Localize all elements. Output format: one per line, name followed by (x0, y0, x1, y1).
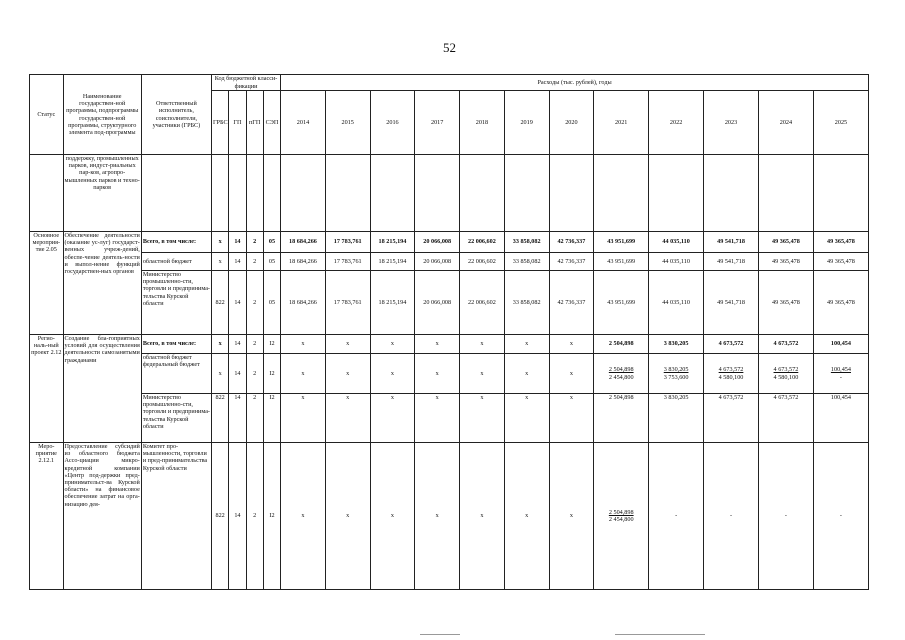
value-cell: x (549, 394, 594, 443)
value-cell: 49 541,718 (704, 232, 759, 253)
value-federal: - (839, 373, 842, 381)
code-grbs: 822 (211, 271, 228, 335)
code-pgp: 2 (246, 271, 263, 335)
code-grbs: x (211, 354, 228, 394)
code-sep: I2 (263, 354, 280, 394)
section3-status: Меро-приятие 2.12.1 (30, 443, 64, 590)
value-cell: x (460, 443, 505, 590)
code-pgp: 2 (246, 335, 263, 354)
value-cell-pair (704, 354, 759, 394)
value-cell: x (549, 443, 594, 590)
code-grbs: 822 (211, 394, 228, 443)
value-cell: 49 541,718 (704, 253, 759, 271)
value-cell: 18 684,266 (281, 253, 326, 271)
value-cell: 42 736,337 (549, 271, 594, 335)
value-cell: x (549, 354, 594, 394)
header-year: 2014 (281, 91, 326, 155)
section3-name: Предоставление субсидий из областного бюджета Ассо-циации микро-кредитной компании «Центр под-держки пред-принимательст-ва Курской области» на финансовое обеспечение затрат на орга-низацию дея- (63, 443, 141, 590)
value-federal: 3 753,600 (663, 373, 689, 381)
value-cell: 49 365,478 (813, 232, 868, 253)
value-cell: 18 215,194 (370, 232, 415, 253)
value-federal: 4 580,100 (718, 373, 744, 381)
code-sep: 05 (263, 232, 280, 253)
header-year: 2025 (813, 91, 868, 155)
value-cell: 49 365,478 (813, 271, 868, 335)
code-grbs: x (211, 232, 228, 253)
value-cell: 4 673,572 (758, 335, 813, 354)
value-federal: 2 454,800 (608, 516, 634, 523)
value-cell: x (370, 443, 415, 590)
code-pgp: 2 (246, 394, 263, 443)
value-cell: 20 066,008 (415, 232, 460, 253)
header-year: 2022 (649, 91, 704, 155)
value-cell: 20 066,008 (415, 271, 460, 335)
code-gp: 14 (229, 335, 246, 354)
value-cell: x (281, 443, 326, 590)
value-cell: 22 006,602 (460, 232, 505, 253)
value-cell: x (504, 354, 549, 394)
header-status: Статус (30, 75, 64, 155)
value-cell: x (415, 443, 460, 590)
value-cell: x (460, 394, 505, 443)
header-year: 2015 (325, 91, 370, 155)
value-federal: 4 580,100 (773, 373, 799, 381)
value-cell: 33 858,082 (504, 271, 549, 335)
value-cell: 22 006,602 (460, 253, 505, 271)
value-cell: x (370, 335, 415, 354)
value-cell: 20 066,008 (415, 253, 460, 271)
value-regional: 100,454 (830, 366, 851, 374)
budget-table (29, 74, 869, 590)
code-pgp: 2 (246, 443, 263, 590)
value-cell: 33 858,082 (504, 232, 549, 253)
value-cell: 43 951,699 (594, 232, 649, 253)
code-gp: 14 (229, 443, 246, 590)
value-regional: 4 673,572 (718, 366, 744, 374)
value-cell: x (281, 335, 326, 354)
header-year: 2017 (415, 91, 460, 155)
header-year: 2023 (704, 91, 759, 155)
code-pgp: 2 (246, 354, 263, 394)
header-year: 2016 (370, 91, 415, 155)
value-cell: x (415, 394, 460, 443)
value-cell: 49 365,478 (813, 253, 868, 271)
value-cell: x (370, 354, 415, 394)
value-cell: x (504, 443, 549, 590)
value-cell: 3 830,205 (649, 335, 704, 354)
code-sep: 05 (263, 253, 280, 271)
header-code-group: Код бюджетной класси-фикации (211, 75, 280, 91)
value-cell: 17 783,761 (325, 253, 370, 271)
code-sep: I2 (263, 335, 280, 354)
code-sep: I2 (263, 394, 280, 443)
section1-resp-ministry: Министерство промышленно-сти, торговли и предпринима-тельства Курской области (141, 271, 211, 335)
continuation-name: поддержку, промышленных парков, индуст-риальных пар-ков, агропро-мышленных парков и техно-парков (63, 155, 141, 232)
code-sep: 05 (263, 271, 280, 335)
value-cell: x (281, 354, 326, 394)
value-regional: 2 504,898 (608, 366, 634, 374)
value-cell-pair (594, 354, 649, 394)
value-cell: 42 736,337 (549, 253, 594, 271)
header-code-grbs: ГРБС (211, 91, 228, 155)
section2-resp-total: Всего, в том числе: (141, 335, 211, 354)
value-federal: 2 454,800 (608, 373, 634, 381)
header-year: 2024 (758, 91, 813, 155)
value-cell: x (460, 335, 505, 354)
value-cell-pair (758, 354, 813, 394)
header-responsible: Ответственный исполнитель, соисполнители, участники (ГРБС) (141, 75, 211, 155)
header-year: 2020 (549, 91, 594, 155)
value-cell: - (704, 443, 759, 590)
value-cell: - (758, 443, 813, 590)
code-grbs: x (211, 335, 228, 354)
value-cell: 4 673,572 (704, 335, 759, 354)
code-pgp: 2 (246, 232, 263, 253)
header-year: 2019 (504, 91, 549, 155)
section2-resp-budgets: областной бюджет федеральный бюджет (141, 354, 211, 394)
value-cell: 44 035,110 (649, 271, 704, 335)
value-cell: 49 541,718 (704, 271, 759, 335)
section1-name: Обеспечение деятельности (оказание ус-луг) государст-венных учреж-дений, обеспе-чение деятель-ности и выпол-нение функций государствен-ных органов (63, 232, 141, 335)
value-cell: 18 684,266 (281, 271, 326, 335)
value-cell-pair (813, 354, 868, 394)
section3-resp: Комитет про-мышленности, торговли и пред-принимательства Курской области (141, 443, 211, 590)
value-regional: 4 673,572 (773, 366, 799, 374)
header-code-sep: СЭП (263, 91, 280, 155)
value-regional: 2 504,898 (608, 508, 634, 516)
value-cell: 44 035,110 (649, 232, 704, 253)
section1-resp-total: Всего, в том числе: (141, 232, 211, 253)
header-expenses-group: Расходы (тыс. рублей), годы (281, 75, 869, 91)
value-cell: x (504, 394, 549, 443)
value-cell: 49 365,478 (758, 271, 813, 335)
code-gp: 14 (229, 394, 246, 443)
value-cell: x (460, 354, 505, 394)
code-gp: 14 (229, 271, 246, 335)
footer-rule (420, 634, 460, 635)
code-sep: I2 (263, 443, 280, 590)
value-cell: 4 673,572 (758, 394, 813, 443)
value-cell: x (504, 335, 549, 354)
value-cell: x (549, 335, 594, 354)
value-cell: 17 783,761 (325, 232, 370, 253)
value-cell: x (325, 443, 370, 590)
code-grbs: x (211, 253, 228, 271)
value-cell: x (415, 354, 460, 394)
value-cell: 2 504,898 (594, 394, 649, 443)
value-cell: 33 858,082 (504, 253, 549, 271)
value-cell: 3 830,205 (649, 394, 704, 443)
value-cell: 22 006,602 (460, 271, 505, 335)
header-year: 2018 (460, 91, 505, 155)
section2-name: Создание бла-гоприятных условий для осуществления деятельности самозанятыми гражданами (63, 335, 141, 443)
value-cell: - (813, 443, 868, 590)
value-cell: 100,454 (813, 394, 868, 443)
value-cell: 18 215,194 (370, 253, 415, 271)
value-cell-pair (594, 443, 649, 590)
value-cell: x (415, 335, 460, 354)
section2-resp-ministry: Министерство промышленно-сти, торговли и предпринима-тельства Курской области (141, 394, 211, 443)
value-cell: 4 673,572 (704, 394, 759, 443)
code-gp: 14 (229, 354, 246, 394)
value-cell: 2 504,898 (594, 335, 649, 354)
header-name: Наименование государствен-ной программы, подпрограммы государствен-ной программы, структурного элемента под-программы (63, 75, 141, 155)
value-cell: 49 365,478 (758, 253, 813, 271)
value-cell: 18 684,266 (281, 232, 326, 253)
value-cell: 43 951,699 (594, 271, 649, 335)
section1-resp-regional: областной бюджет (141, 253, 211, 271)
footer-rule (615, 634, 705, 635)
value-cell: x (325, 394, 370, 443)
value-cell: 49 365,478 (758, 232, 813, 253)
page-number: 52 (443, 40, 456, 55)
value-cell: 17 783,761 (325, 271, 370, 335)
value-cell: x (370, 394, 415, 443)
header-code-pgp: пГП (246, 91, 263, 155)
value-cell: x (325, 335, 370, 354)
value-cell: 44 035,110 (649, 253, 704, 271)
value-regional: 3 830,205 (663, 366, 689, 374)
value-cell: 100,454 (813, 335, 868, 354)
header-code-gp: ГП (229, 91, 246, 155)
value-cell: x (325, 354, 370, 394)
code-gp: 14 (229, 253, 246, 271)
value-cell-pair (649, 354, 704, 394)
value-cell: 18 215,194 (370, 271, 415, 335)
value-cell: 43 951,699 (594, 253, 649, 271)
value-cell: 42 736,337 (549, 232, 594, 253)
section1-status: Основное мероприя-тие 2.05 (30, 232, 64, 335)
value-cell: - (649, 443, 704, 590)
code-pgp: 2 (246, 253, 263, 271)
value-cell: x (281, 394, 326, 443)
header-year: 2021 (594, 91, 649, 155)
section2-status: Регио-наль-ный проект 2.12 (30, 335, 64, 443)
code-gp: 14 (229, 232, 246, 253)
code-grbs: 822 (211, 443, 228, 590)
